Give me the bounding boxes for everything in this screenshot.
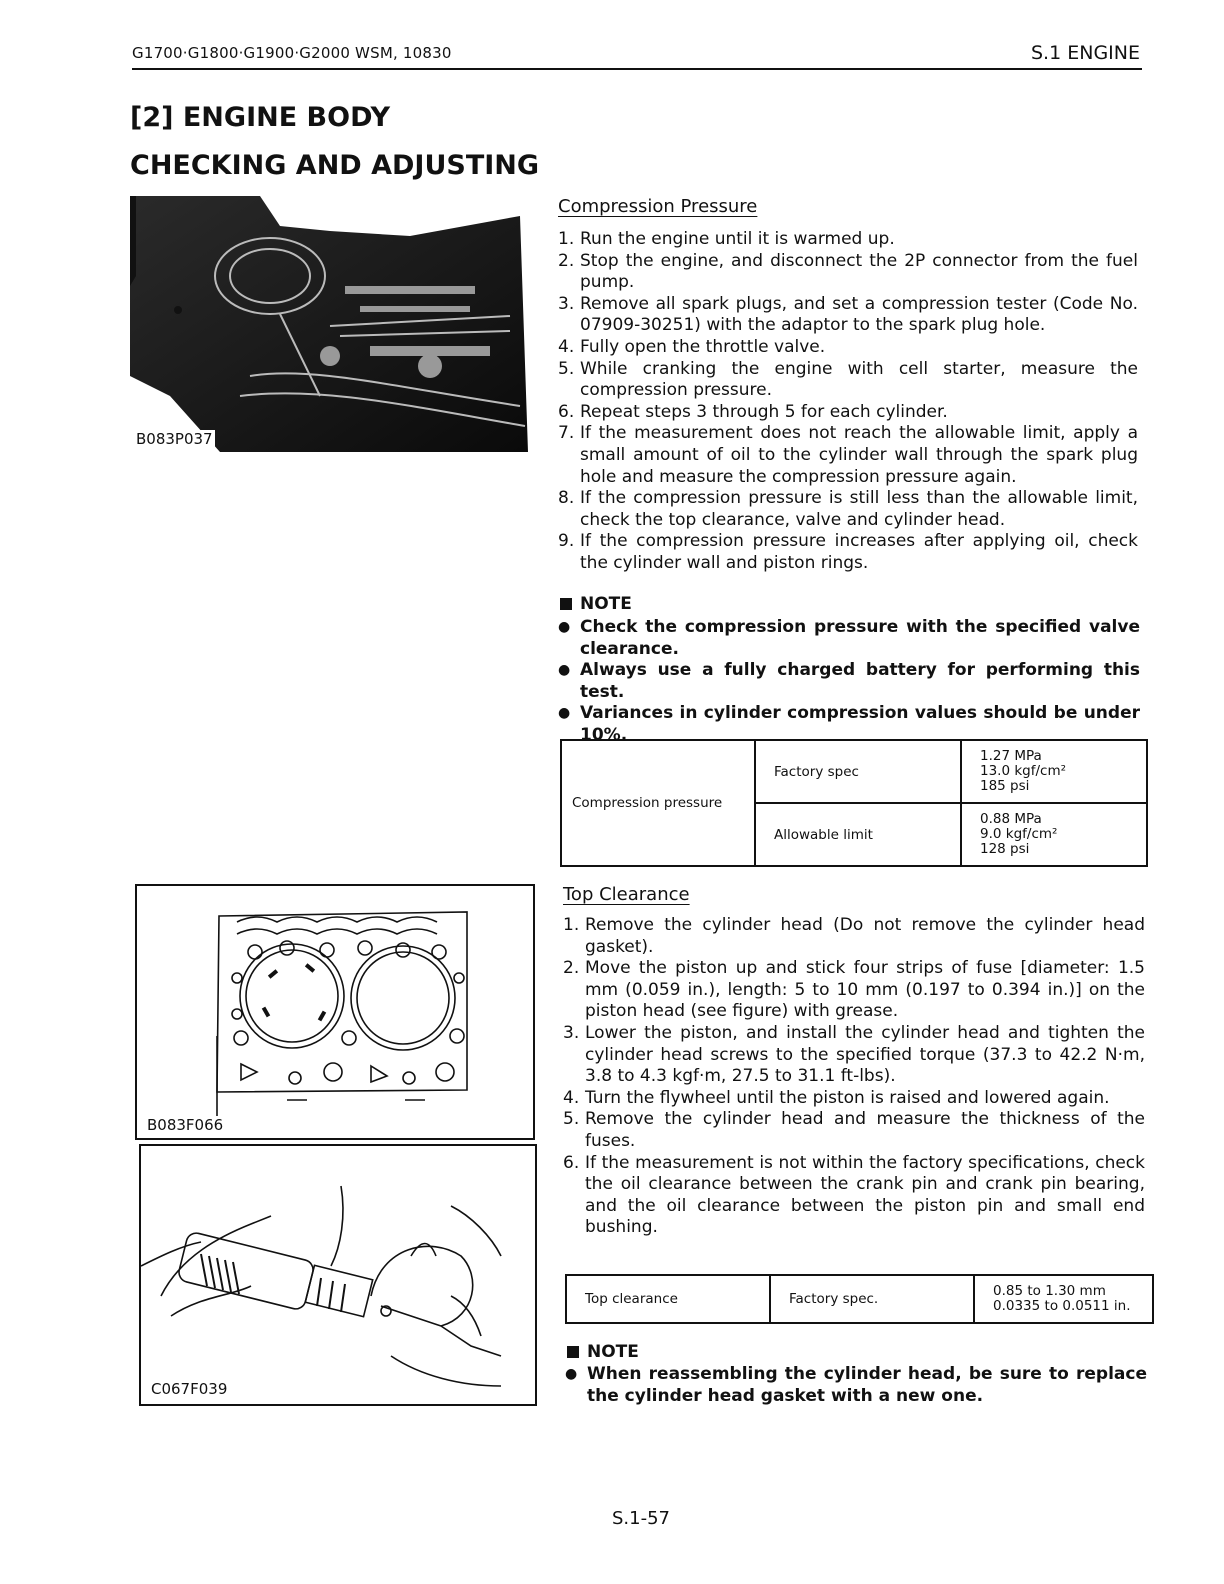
list-item: ● Check the compression pressure with the specified valve clearance. <box>558 617 1140 659</box>
compression-title: Compression Pressure <box>558 196 758 217</box>
top-clearance-steps <box>563 915 1145 1239</box>
engine-photo <box>130 196 528 452</box>
top-clearance-note-head: NOTE <box>567 1342 639 1362</box>
table-cell-item: Compression pressure <box>561 740 755 866</box>
bullet-icon: ● <box>565 1366 578 1382</box>
list-item: 5. While cranking the engine with cell starter, measure the compression pressure. <box>558 358 1138 401</box>
list-item: 9. If the compression pressure increases after applying oil, check the cylinder wall and piston rings. <box>558 531 1138 573</box>
compression-steps <box>558 229 1138 575</box>
bullet-icon: ● <box>558 705 571 722</box>
header-section: S.1 ENGINE <box>1031 42 1140 64</box>
table-cell-limit-values: 0.88 MPa 9.0 kgf/cm² 128 psi <box>961 803 1147 866</box>
photo1-label: B083P037 <box>136 430 213 448</box>
table-cell-factory-values: 1.27 MPa 13.0 kgf/cm² 185 psi <box>961 740 1147 803</box>
list-item: 5. Remove the cylinder head and measure the thickness of the fuses. <box>563 1109 1145 1151</box>
list-item: ● Always use a fully charged battery for performing this test. <box>558 660 1140 702</box>
top-clearance-title: Top Clearance <box>563 884 690 905</box>
header-manual-id: G1700·G1800·G1900·G2000 WSM, 10830 <box>132 44 452 62</box>
micrometer-figure-label: C067F039 <box>151 1380 228 1398</box>
list-item: 1. Remove the cylinder head (Do not remove the cylinder head gasket). <box>563 915 1145 957</box>
list-item: 6. Repeat steps 3 through 5 for each cylinder. <box>558 401 948 422</box>
gasket-figure-label: B083F066 <box>147 1116 224 1134</box>
list-item: 2. Move the piston up and stick four strips of fuse [diameter: 1.5 mm (0.059 in.), length: 5 to 10 mm (0.197 to 0.394 in.)] on the piston head (see figure) with grease. <box>563 958 1145 1022</box>
table-cell-factory-label: Factory spec <box>755 740 961 803</box>
list-item: 4. Fully open the throttle valve. <box>558 336 826 357</box>
list-item: ● Variances in cylinder compression values should be under 10%. <box>558 703 1140 745</box>
section-subtitle: CHECKING AND ADJUSTING <box>130 150 540 181</box>
table-cell-factory-values: 0.85 to 1.30 mm 0.0335 to 0.0511 in. <box>974 1275 1153 1323</box>
gasket-drawing <box>137 886 533 1138</box>
list-item: 1. Run the engine until it is warmed up. <box>558 229 895 249</box>
bullet-icon: ● <box>558 619 571 635</box>
list-item: 2. Stop the engine, and disconnect the 2P connector from the fuel pump. <box>558 250 1138 293</box>
page-number: S.1-57 <box>612 1508 670 1529</box>
table-cell-factory-label: Factory spec. <box>770 1275 974 1323</box>
top-clearance-spec-table <box>565 1274 1154 1324</box>
compression-spec-table <box>560 739 1148 867</box>
list-item: ● When reassembling the cylinder head, be sure to replace the cylinder head gasket with a new one. <box>565 1364 1147 1406</box>
micrometer-drawing <box>141 1146 535 1404</box>
compression-notes <box>558 617 1140 747</box>
list-item: 4. Turn the flywheel until the piston is raised and lowered again. <box>563 1087 1110 1108</box>
table-cell-item: Top clearance <box>566 1275 770 1323</box>
section-title: [2] ENGINE BODY <box>130 102 391 133</box>
gasket-figure <box>135 884 535 1140</box>
list-item: 8. If the compression pressure is still less than the allowable limit, check the top clearance, valve and cylinder head. <box>558 488 1138 530</box>
micrometer-figure <box>139 1144 537 1406</box>
compression-note-head: NOTE <box>560 594 632 614</box>
top-clearance-notes <box>565 1364 1147 1407</box>
note-square-icon <box>560 598 572 610</box>
table-cell-limit-label: Allowable limit <box>755 803 961 866</box>
list-item: 3. Lower the piston, and install the cylinder head and tighten the cylinder head screws to the specified torque (37.3 to 42.2 N·m, 3.8 to 4.3 kgf·m, 27.5 to 31.1 ft-lbs). <box>563 1022 1145 1087</box>
list-item: 7. If the measurement does not reach the allowable limit, apply a small amount of oil to the cylinder wall through the spark plug hole and measure the compression pressure again. <box>558 423 1138 487</box>
note-square-icon <box>567 1346 579 1358</box>
header-rule <box>132 68 1142 70</box>
bullet-icon: ● <box>558 662 571 679</box>
engine-photo-image <box>130 196 528 452</box>
list-item: 3. Remove all spark plugs, and set a compression tester (Code No. 07909-30251) with the adaptor to the spark plug hole. <box>558 293 1138 336</box>
list-item: 6. If the measurement is not within the factory specifications, check the oil clearance between the crank pin and crank pin bearing, and the oil clearance between the piston pin and small end bushing. <box>563 1152 1145 1238</box>
